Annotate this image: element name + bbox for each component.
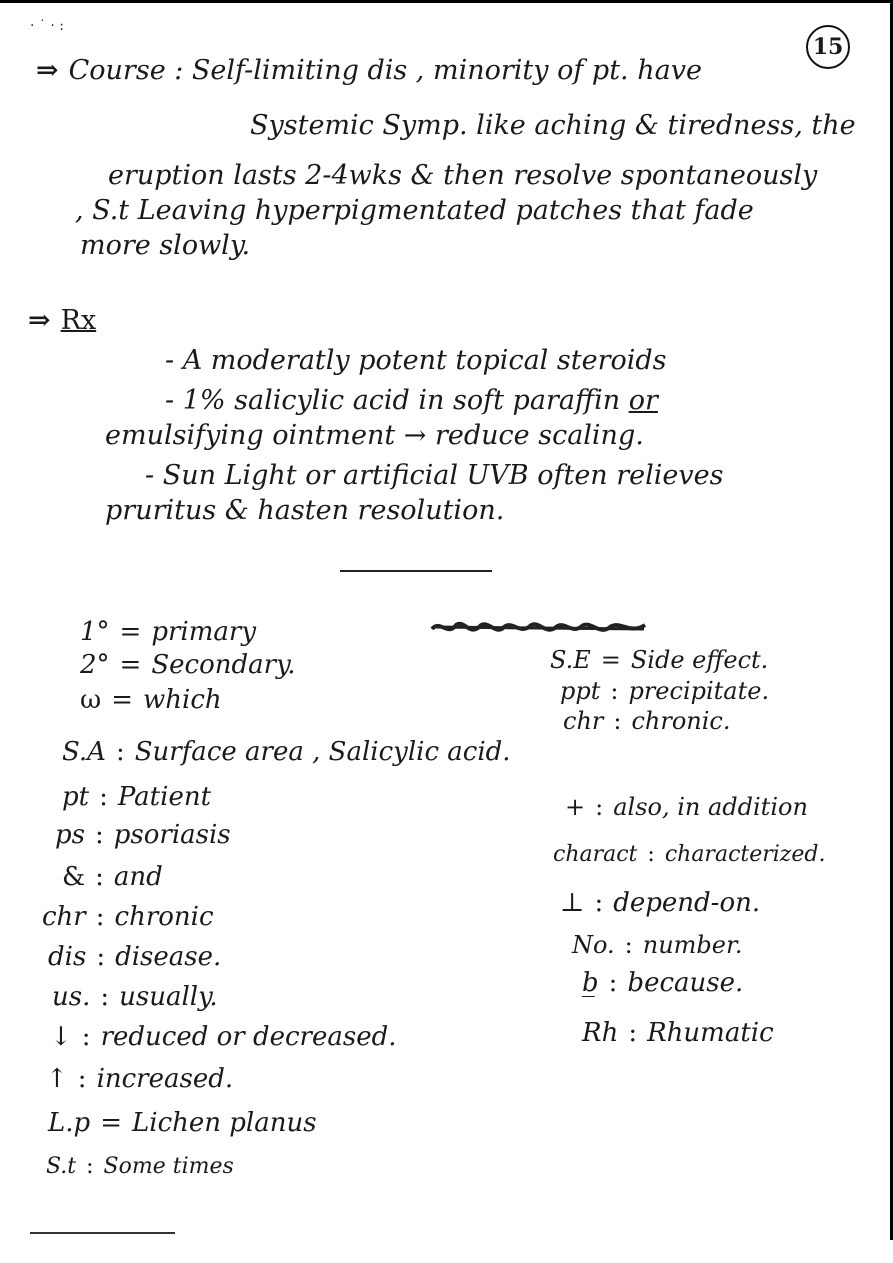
abbr-chronic-right: chr : chronic.: [563, 707, 731, 735]
abbr-patient: pt : Patient: [62, 782, 212, 812]
abbr-chronic: chr : chronic: [42, 902, 214, 932]
abbr-characterized: charact : characterized.: [553, 842, 826, 867]
rx-line-5: pruritus & hasten resolution.: [105, 495, 505, 526]
abbr-surface-area: S.A : Surface area , Salicylic acid.: [62, 737, 511, 767]
abbr-rhumatic: Rh : Rhumatic: [582, 1018, 774, 1048]
course-line-4: , S.t Leaving hyperpigmentated patches that fade: [75, 195, 754, 226]
abbr-also: + : also, in addition: [565, 793, 808, 821]
course-line-3: eruption lasts 2-4wks & then resolve spontaneously: [108, 160, 818, 191]
section-divider: [340, 570, 492, 572]
abbr-side-effect: S.E = Side effect.: [550, 646, 769, 674]
abbr-and: & : and: [62, 862, 163, 892]
abbr-usually: us. : usually.: [52, 982, 218, 1012]
abbr-depend-on: ⊥ : depend-on.: [560, 888, 761, 918]
course-line-5: more slowly.: [80, 230, 251, 261]
abbr-lichen-planus: L.p = Lichen planus: [48, 1108, 317, 1138]
abbr-because: b̲ : because.: [582, 968, 744, 998]
page-edge-top: [0, 0, 893, 3]
abbr-precipitate: ppt : precipitate.: [560, 677, 770, 705]
rx-line-4: - Sun Light or artificial UVB often relieves: [145, 460, 724, 491]
abbr-reduced: ↓ : reduced or decreased.: [50, 1022, 397, 1052]
course-line-1: ⇒ Course : Self-limiting dis , minority of pt. have: [36, 55, 702, 86]
rx-line-1: - A moderatly potent topical steroids: [165, 345, 667, 376]
page-number: 15: [806, 25, 850, 69]
abbr-psoriasis: ps : psoriasis: [55, 820, 231, 850]
abbr-secondary: 2° = Secondary.: [80, 650, 296, 680]
arrow-icon: ⇒: [36, 55, 59, 86]
arrow-icon: ⇒: [28, 305, 51, 336]
abbr-number: No. : number.: [572, 931, 743, 959]
abbr-increased: ↑ : increased.: [46, 1064, 234, 1094]
page-edge-bottom: [30, 1232, 175, 1234]
abbr-which: ω = which: [80, 685, 222, 715]
rx-heading: ⇒ Rx: [28, 305, 97, 336]
ink-dots: · ˙ · :: [30, 18, 64, 34]
rx-line-3: emulsifying ointment → reduce scaling.: [105, 420, 644, 451]
abbr-primary: 1° = primary: [80, 617, 257, 647]
course-line-2: Systemic Symp. like aching & tiredness, the: [250, 110, 856, 141]
abbr-some-times: S.t : Some times: [46, 1154, 234, 1179]
scribbled-out-text: [430, 617, 650, 639]
abbr-disease: dis : disease.: [48, 942, 222, 972]
rx-line-2: - 1% salicylic acid in soft paraffin or: [165, 385, 658, 416]
